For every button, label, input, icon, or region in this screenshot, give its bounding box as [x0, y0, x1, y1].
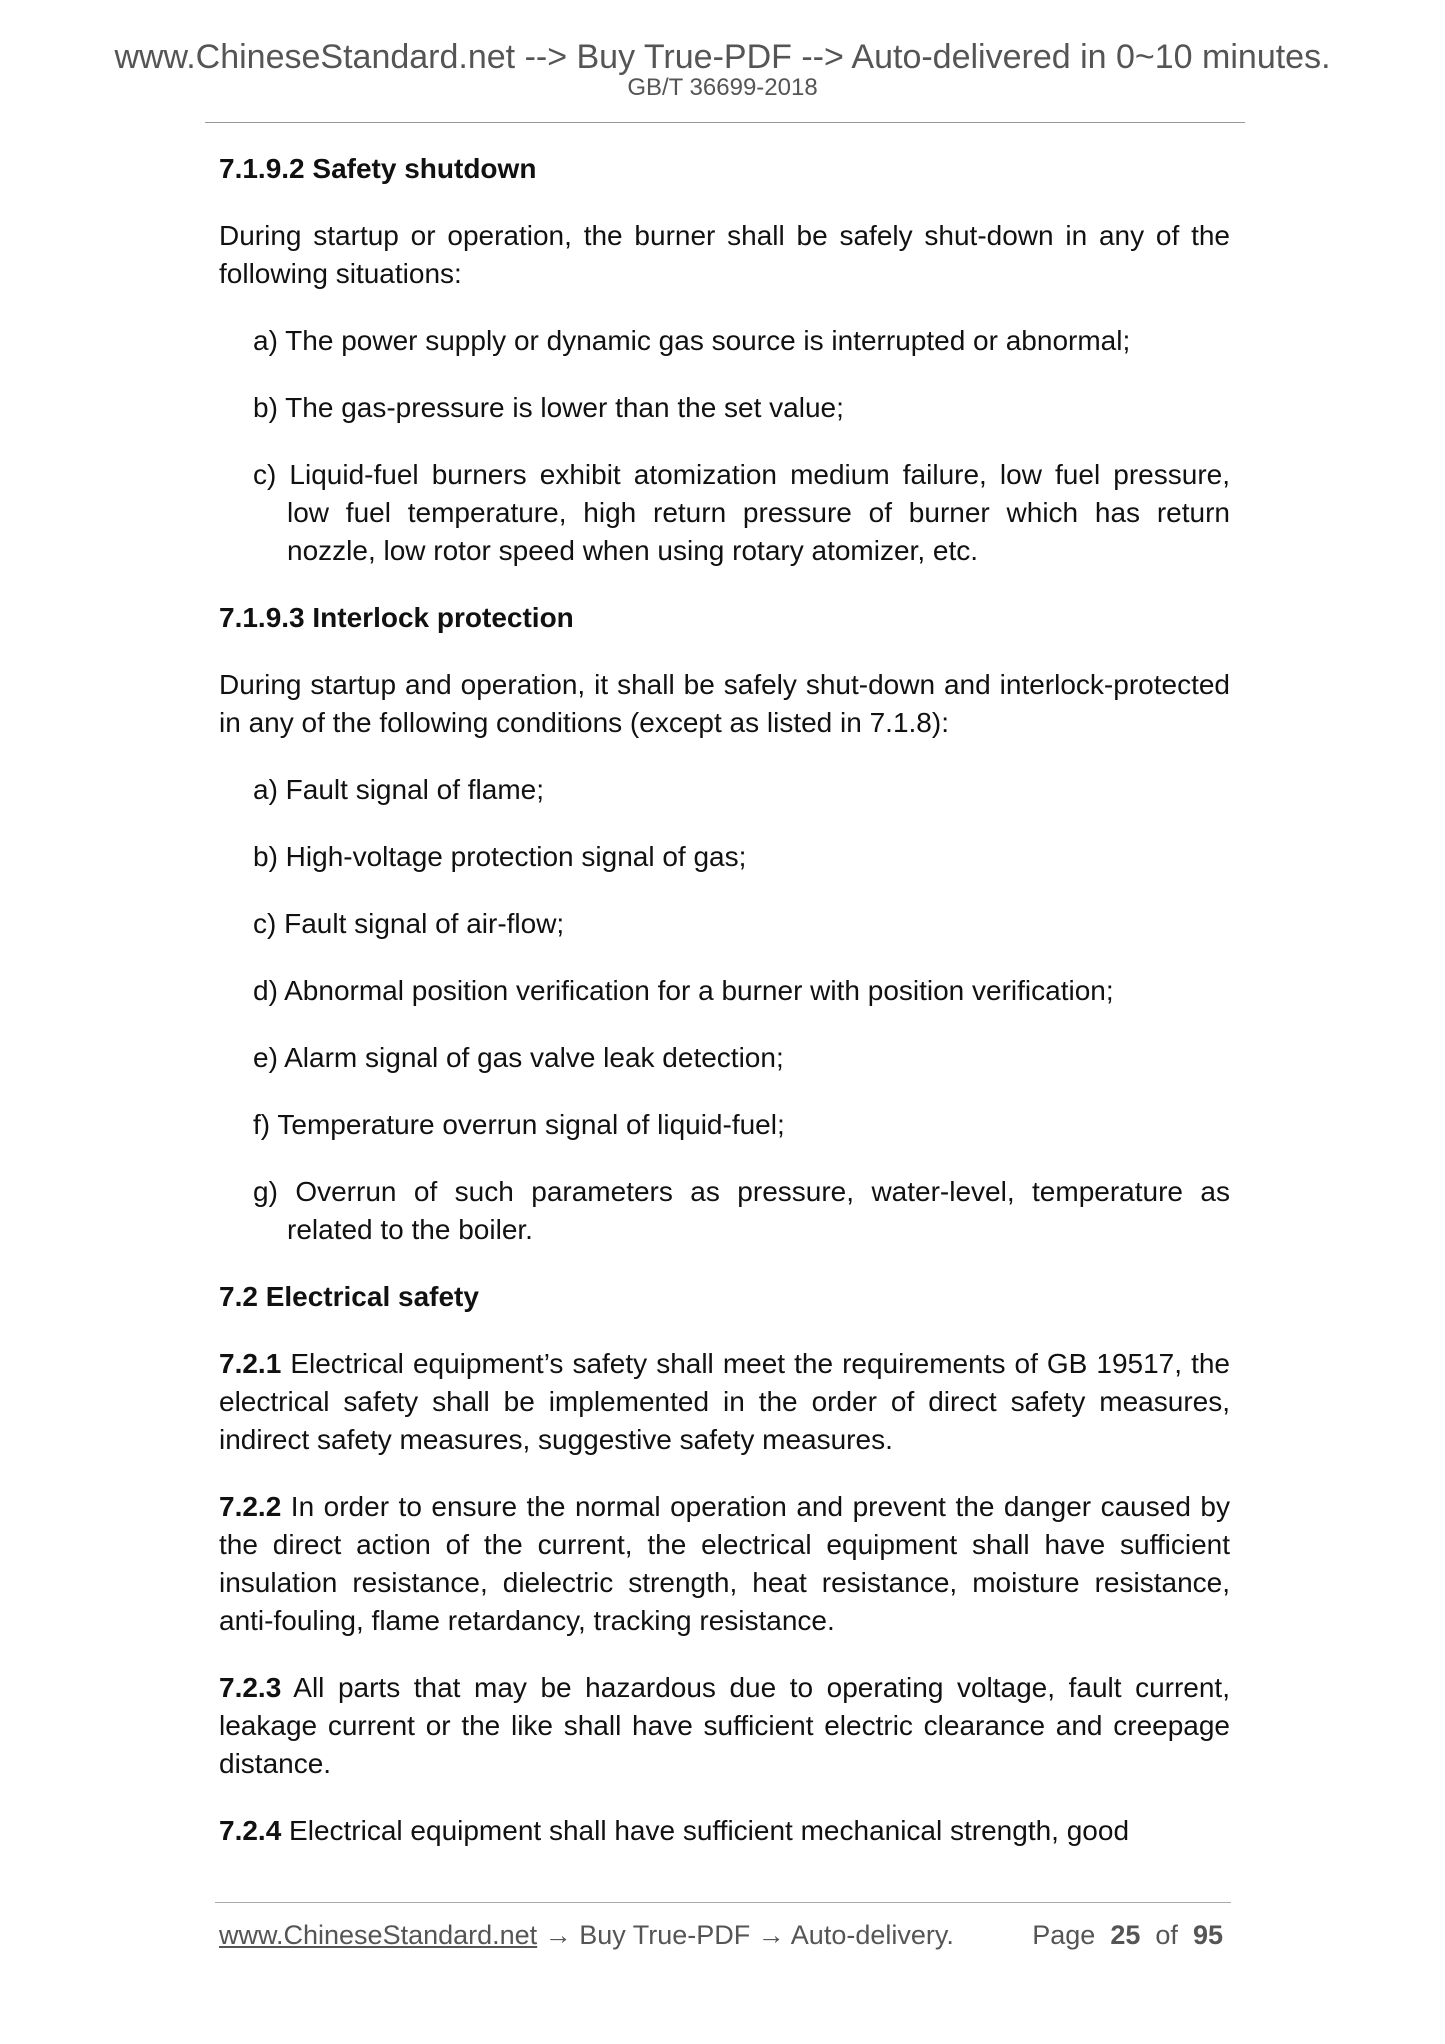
clause-text: Electrical equipment’s safety shall meet the requirements of GB 19517, the electrical safety shall be implemented in the order of direct safety measures, indirect safety measures, suggestive safety measures.: [219, 1348, 1230, 1455]
list-item: b) The gas-pressure is lower than the set value;: [253, 392, 844, 423]
list-item: c) Liquid-fuel burners exhibit atomization medium failure, low fuel pressure, low fuel temperature, high return pressure of burner which has return nozzle, low rotor speed when using rotary atomizer, etc.: [253, 459, 1230, 566]
arrow-right-icon: →: [544, 1920, 572, 1950]
clause-number: 7.2.1: [219, 1348, 282, 1379]
section-heading-7-1-9-2: 7.1.9.2 Safety shutdown: [219, 153, 537, 184]
footer-left: [219, 1920, 954, 1951]
list-item: c) Fault signal of air-flow;: [253, 908, 565, 939]
clause-number: 7.2.2: [219, 1491, 282, 1522]
section-intro-7-1-9-2: During startup or operation, the burner shall be safely shut-down in any of the following situations:: [219, 220, 1230, 289]
page-number: 25: [1110, 1920, 1141, 1950]
clause-text: Electrical equipment shall have sufficient mechanical strength, good: [281, 1815, 1130, 1846]
page-label: Page: [1032, 1920, 1096, 1950]
list-item: a) Fault signal of flame;: [253, 774, 545, 805]
list-item: e) Alarm signal of gas valve leak detection;: [253, 1042, 784, 1073]
total-pages: 95: [1192, 1920, 1223, 1950]
clause-7-2-3: [219, 1669, 1230, 1783]
list-item: g) Overrun of such parameters as pressure, water-level, temperature as related to the boiler.: [253, 1176, 1230, 1245]
footer-buy-text: Buy True-PDF: [579, 1920, 751, 1950]
header-divider: [205, 122, 1245, 123]
section-heading-7-2: 7.2 Electrical safety: [219, 1281, 479, 1312]
footer-delivery-text: Auto-delivery.: [790, 1920, 954, 1950]
section-intro-7-1-9-3: During startup and operation, it shall be safely shut-down and interlock-protected in any of the following conditions (except as listed in 7.1.8):: [219, 669, 1230, 738]
header-banner: www.ChineseStandard.net --> Buy True-PDF --> Auto-delivered in 0~10 minutes.: [114, 38, 1331, 76]
list-item: f) Temperature overrun signal of liquid-fuel;: [253, 1109, 785, 1140]
clause-7-2-2: [219, 1488, 1230, 1640]
footer-site-link[interactable]: www.ChineseStandard.net: [219, 1920, 538, 1950]
list-item: b) High-voltage protection signal of gas;: [253, 841, 747, 872]
page-content: [219, 150, 1230, 1879]
clause-7-2-4: [219, 1812, 1230, 1850]
footer-divider: [215, 1902, 1231, 1903]
clause-7-2-1: [219, 1345, 1230, 1459]
arrow-right-icon: →: [757, 1920, 785, 1950]
of-label: of: [1155, 1920, 1178, 1950]
document-id: GB/T 36699-2018: [627, 74, 818, 101]
section-heading-7-1-9-3: 7.1.9.3 Interlock protection: [219, 602, 574, 633]
clause-number: 7.2.3: [219, 1672, 282, 1703]
list-item: a) The power supply or dynamic gas source is interrupted or abnormal;: [253, 325, 1131, 356]
page-indicator: [1032, 1920, 1223, 1951]
clause-number: 7.2.4: [219, 1815, 282, 1846]
clause-text: In order to ensure the normal operation and prevent the danger caused by the direct action of the current, the electrical equipment shall have sufficient insulation resistance, dielectric strength, heat resistance, moisture resistance, anti-fouling, flame retardancy, tracking resistance.: [219, 1491, 1230, 1636]
list-item: d) Abnormal position verification for a burner with position verification;: [253, 975, 1114, 1006]
clause-text: All parts that may be hazardous due to operating voltage, fault current, leakage current or the like shall have sufficient electric clearance and creepage distance.: [219, 1672, 1230, 1779]
